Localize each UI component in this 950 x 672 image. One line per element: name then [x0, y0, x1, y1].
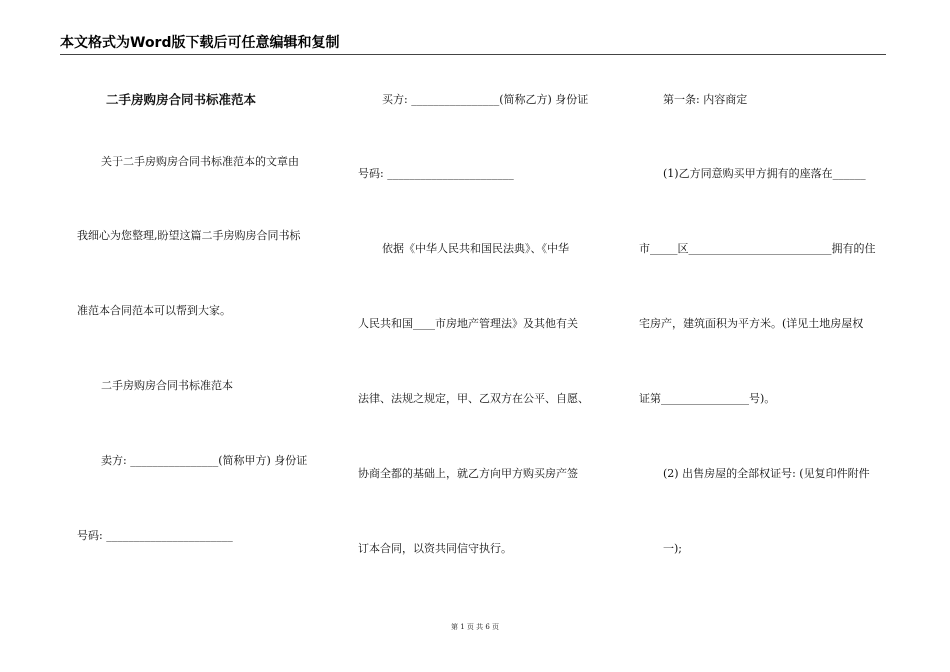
paragraph-line: (2) 出售房屋的全部权证号: (见复印件附件	[663, 467, 870, 480]
paragraph-line: 准范本合同范本可以帮到大家。	[77, 304, 231, 317]
paragraph-line: 订本合同，以资共同信守执行。	[358, 542, 512, 555]
paragraph-line: 宅房产，建筑面积为平方米。(详见土地房屋权	[639, 317, 864, 330]
header-divider	[60, 54, 886, 55]
article-heading: 第一条: 内容商定	[663, 93, 748, 106]
paragraph-line: 关于二手房购房合同书标准范本的文章由	[101, 155, 299, 168]
paragraph-line: 一);	[663, 542, 682, 555]
paragraph-line: 依据《中华人民共和国民法典》、《中华	[382, 242, 569, 255]
paragraph-line: 证第________________号)。	[639, 392, 776, 405]
paragraph-line: 人民共和国____市房地产管理法》及其他有关	[358, 317, 578, 330]
seller-id-line: 号码: _______________________	[77, 529, 233, 542]
buyer-id-line: 号码: _______________________	[358, 167, 514, 180]
paragraph-line: 协商全都的基础上，就乙方向甲方购买房产签	[358, 467, 578, 480]
paragraph-line: (1)乙方同意购买甲方拥有的座落在______	[663, 167, 866, 180]
paragraph-line: 法律、法规之规定，甲、乙双方在公平、自愿、	[358, 392, 589, 405]
section-subtitle: 二手房购房合同书标准范本	[101, 379, 233, 392]
document-title: 二手房购房合同书标准范本	[106, 92, 257, 107]
paragraph-line: 市_____区__________________________拥有的住	[639, 242, 876, 255]
page-header: 本文格式为Word版下载后可任意编辑和复制	[60, 35, 340, 51]
paragraph-line: 我细心为您整理,盼望这篇二手房购房合同书标	[77, 229, 301, 242]
seller-line: 卖方: ________________(简称甲方) 身份证	[101, 454, 308, 467]
page-number: 第 1 页 共 6 页	[450, 623, 500, 631]
buyer-line: 买方: ________________(简称乙方) 身份证	[382, 93, 589, 106]
